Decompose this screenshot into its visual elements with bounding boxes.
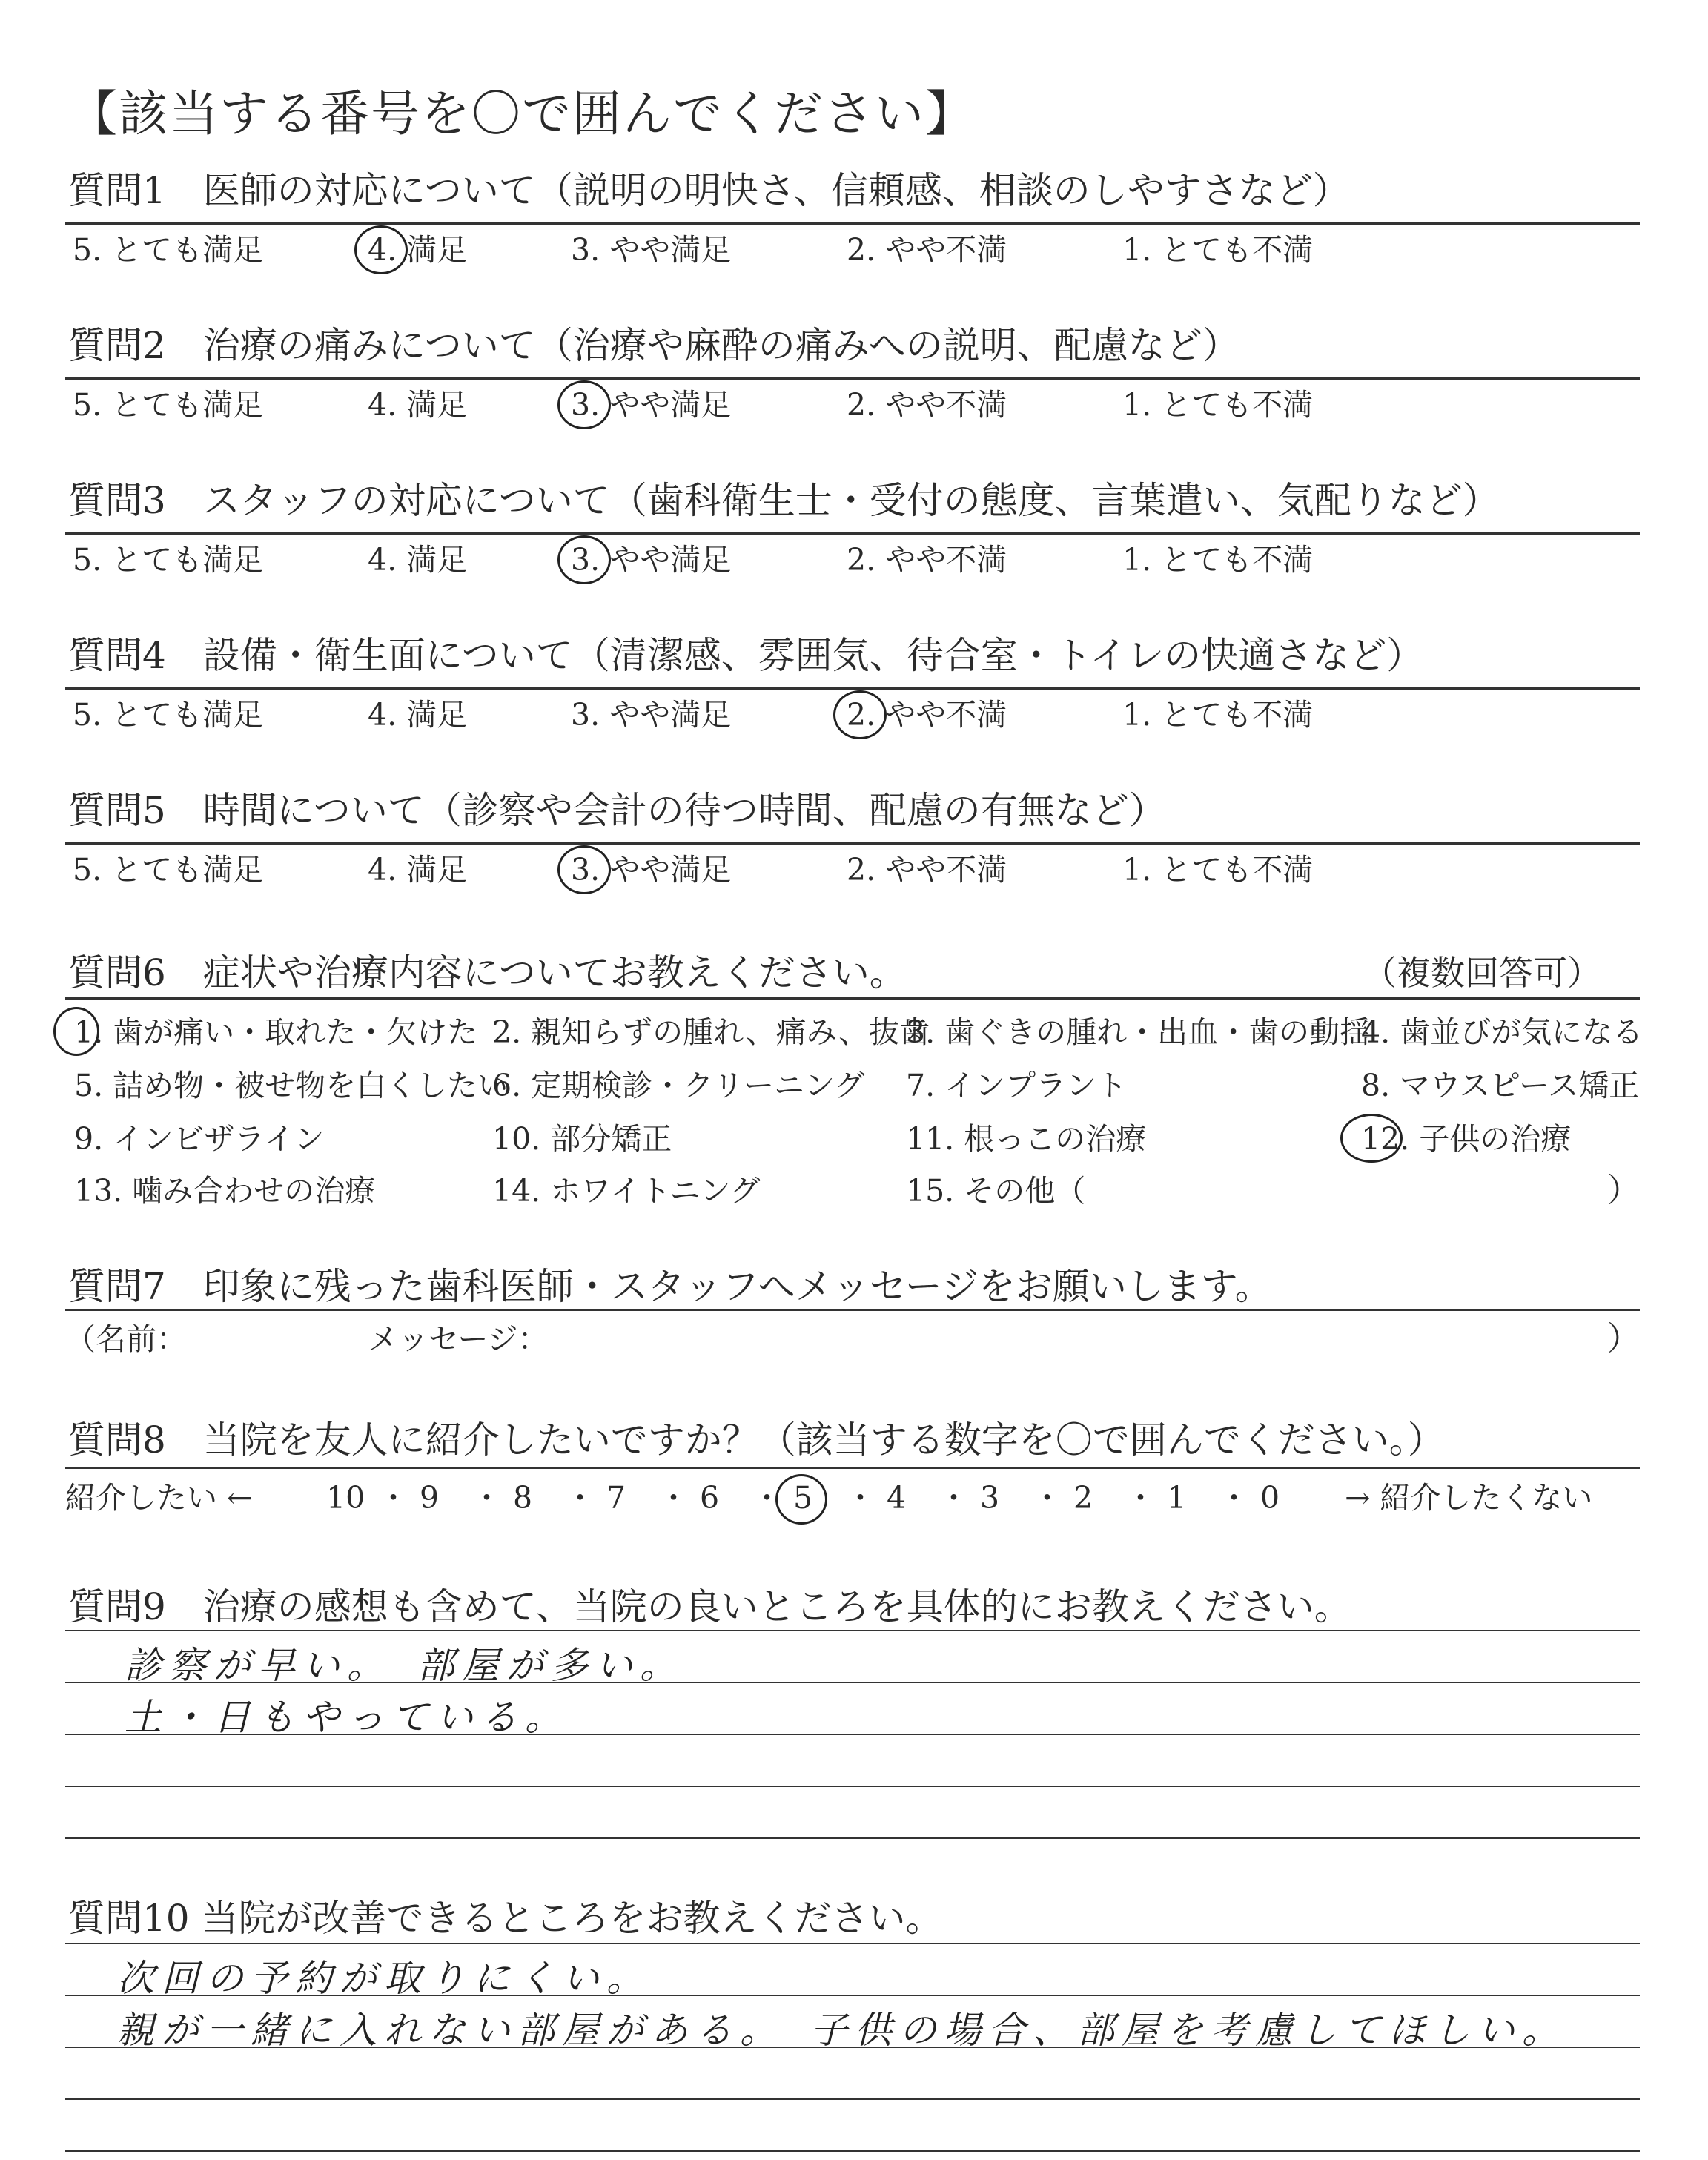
q2-heading: 質問2 治療の痛みについて（治療や麻酔の痛みへの説明、配慮など） (68, 324, 1239, 367)
q4-option-5[interactable]: 5. とても満足 (73, 697, 264, 733)
q8-scale-dot: ・ (1125, 1480, 1156, 1516)
q3-option-1[interactable]: 1. とても不満 (1122, 542, 1314, 578)
q2-option-3[interactable]: 3. やや満足 (571, 387, 732, 423)
q2-option-5[interactable]: 5. とても満足 (73, 387, 264, 423)
q7-close-paren: ） (1607, 1320, 1640, 1358)
q3-rule (65, 532, 1640, 535)
q4-option-1[interactable]: 1. とても不満 (1122, 697, 1314, 733)
q8-scale-0[interactable]: 0 (1260, 1480, 1280, 1516)
q6-option-12[interactable]: 12. 子供の治療 (1361, 1121, 1572, 1157)
q8-scale-dot: ・ (1032, 1480, 1062, 1516)
q5-rule (65, 842, 1640, 845)
q6-option-13[interactable]: 13. 噛み合わせの治療 (74, 1173, 376, 1209)
q8-scale-6[interactable]: 6 (700, 1480, 720, 1516)
q8-selected-circle (775, 1474, 827, 1525)
q1-heading: 質問1 医師の対応について（説明の明快さ、信頼感、相談のしやすさなど） (68, 169, 1350, 212)
q3-option-5[interactable]: 5. とても満足 (73, 542, 264, 578)
q6-option-6[interactable]: 6. 定期検診・クリーニング (492, 1068, 865, 1103)
q9-answer-line-1: 診察が早い。 部屋が多い。 (125, 1644, 684, 1687)
q1-option-4[interactable]: 4. 満足 (368, 232, 468, 268)
q6-selected-circle-1 (53, 1007, 99, 1056)
q2-rule (65, 377, 1640, 380)
q6-option-5[interactable]: 5. 詰め物・被せ物を白くしたい (74, 1068, 509, 1103)
q6-selected-circle-12 (1340, 1114, 1403, 1163)
q4-option-2[interactable]: 2. やや不満 (847, 697, 1007, 733)
q10-rule-4 (65, 2150, 1640, 2152)
q1-option-3[interactable]: 3. やや満足 (571, 232, 732, 268)
q10-answer-line-2: 親が一緒に入れない部屋がある。 子供の場合、部屋を考慮してほしい。 (117, 2009, 1566, 2052)
page-title: 【該当する番号を〇で囲んでください】 (68, 85, 976, 142)
q7-message-label: メッセージ： (368, 1321, 549, 1357)
q1-selected-circle (354, 225, 408, 274)
q8-scale-dot: ・ (565, 1480, 595, 1516)
q6-option-1[interactable]: 1. 歯が痛い・取れた・欠けた (74, 1014, 478, 1050)
q8-scale-3[interactable]: 3 (980, 1480, 1000, 1516)
q4-option-3[interactable]: 3. やや満足 (571, 697, 732, 733)
q5-option-5[interactable]: 5. とても満足 (73, 852, 264, 888)
q2-option-1[interactable]: 1. とても不満 (1122, 387, 1314, 423)
q4-option-4[interactable]: 4. 満足 (368, 697, 468, 733)
q8-scale-10[interactable]: 10 (326, 1480, 365, 1516)
q10-heading: 質問10 当院が改善できるところをお教えください。 (68, 1897, 943, 1940)
q8-scale-1[interactable]: 1 (1167, 1480, 1187, 1516)
q7-rule (65, 1309, 1640, 1311)
q10-rule-0 (65, 1943, 1640, 1944)
q6-option-7[interactable]: 7. インプラント (906, 1068, 1128, 1103)
q8-scale-7[interactable]: 7 (606, 1480, 626, 1516)
q2-option-2[interactable]: 2. やや不満 (847, 387, 1007, 423)
q5-option-2[interactable]: 2. やや不満 (847, 852, 1007, 888)
q8-scale-dot: ・ (939, 1480, 969, 1516)
q6-note: （複数回答可） (1363, 953, 1601, 993)
q9-answer-line-2: 土・日もやっている。 (125, 1696, 569, 1739)
q8-scale-dot: ・ (378, 1480, 408, 1516)
q8-scale-9[interactable]: 9 (420, 1480, 440, 1516)
q8-heading: 質問8 当院を友人に紹介したいですか？（該当する数字を〇で囲んでください。） (68, 1418, 1445, 1462)
q7-name-label: （名前： (65, 1321, 187, 1357)
q4-selected-circle (833, 690, 887, 739)
q3-option-3[interactable]: 3. やや満足 (571, 542, 732, 578)
q6-heading: 質問6 症状や治療内容についてお教えください。 (68, 951, 907, 994)
q1-option-5[interactable]: 5. とても満足 (73, 232, 264, 268)
q8-scale-dot: ・ (752, 1480, 782, 1516)
q4-rule (65, 687, 1640, 690)
q3-option-4[interactable]: 4. 満足 (368, 542, 468, 578)
q6-option-3[interactable]: 3. 歯ぐきの腫れ・出血・歯の動揺 (906, 1014, 1371, 1050)
q6-option-11[interactable]: 11. 根っこの治療 (906, 1121, 1147, 1157)
q2-option-4[interactable]: 4. 満足 (368, 387, 468, 423)
q7-heading: 質問7 印象に残った歯科医師・スタッフへメッセージをお願いします。 (68, 1265, 1272, 1308)
q6-option-8[interactable]: 8. マウスピース矯正 (1361, 1068, 1640, 1103)
q8-rule (65, 1467, 1640, 1469)
q6-option-9[interactable]: 9. インビザライン (74, 1121, 325, 1157)
q8-left-label: 紹介したい ← (65, 1480, 253, 1516)
q6-close-paren: ） (1607, 1172, 1640, 1209)
q1-option-1[interactable]: 1. とても不満 (1122, 232, 1314, 268)
q8-scale-8[interactable]: 8 (513, 1480, 533, 1516)
q9-heading: 質問9 治療の感想も含めて、当院の良いところを具体的にお教えください。 (68, 1585, 1351, 1628)
q8-scale-4[interactable]: 4 (887, 1480, 907, 1516)
q8-scale-dot: ・ (1219, 1480, 1249, 1516)
q5-option-3[interactable]: 3. やや満足 (571, 852, 732, 888)
q9-rule-0 (65, 1630, 1640, 1631)
q8-scale-5[interactable]: 5 (793, 1480, 813, 1516)
q5-heading: 質問5 時間について（診察や会計の待つ時間、配慮の有無など） (68, 789, 1166, 832)
q8-scale-dot: ・ (471, 1480, 502, 1516)
q6-option-2[interactable]: 2. 親知らずの腫れ、痛み、抜歯 (492, 1014, 930, 1050)
q1-rule (65, 222, 1640, 225)
q6-rule (65, 997, 1640, 1000)
q8-scale-2[interactable]: 2 (1073, 1480, 1093, 1516)
q8-scale-dot: ・ (658, 1480, 689, 1516)
q10-answer-line-1: 次回の予約が取りにくい。 (117, 1957, 651, 2000)
q5-option-4[interactable]: 4. 満足 (368, 852, 468, 888)
q6-option-10[interactable]: 10. 部分矯正 (492, 1121, 672, 1157)
q2-selected-circle (557, 380, 611, 429)
q3-heading: 質問3 スタッフの対応について（歯科衛生士・受付の態度、言葉遣い、気配りなど） (68, 479, 1500, 522)
q3-option-2[interactable]: 2. やや不満 (847, 542, 1007, 578)
q8-right-label: → 紹介したくない (1345, 1480, 1593, 1516)
q3-selected-circle (557, 535, 611, 584)
q1-option-2[interactable]: 2. やや不満 (847, 232, 1007, 268)
q4-heading: 質問4 設備・衛生面について（清潔感、雰囲気、待合室・トイレの快適さなど） (68, 634, 1424, 677)
q6-option-15[interactable]: 15. その他（ (906, 1173, 1086, 1209)
q9-rule-4 (65, 1837, 1640, 1839)
q5-option-1[interactable]: 1. とても不満 (1122, 852, 1314, 888)
q10-rule-3 (65, 2098, 1640, 2100)
q9-rule-3 (65, 1786, 1640, 1787)
q6-option-4[interactable]: 4. 歯並びが気になる (1361, 1014, 1644, 1050)
q8-scale-dot: ・ (845, 1480, 875, 1516)
q5-selected-circle (557, 845, 611, 894)
q6-option-14[interactable]: 14. ホワイトニング (492, 1173, 761, 1209)
